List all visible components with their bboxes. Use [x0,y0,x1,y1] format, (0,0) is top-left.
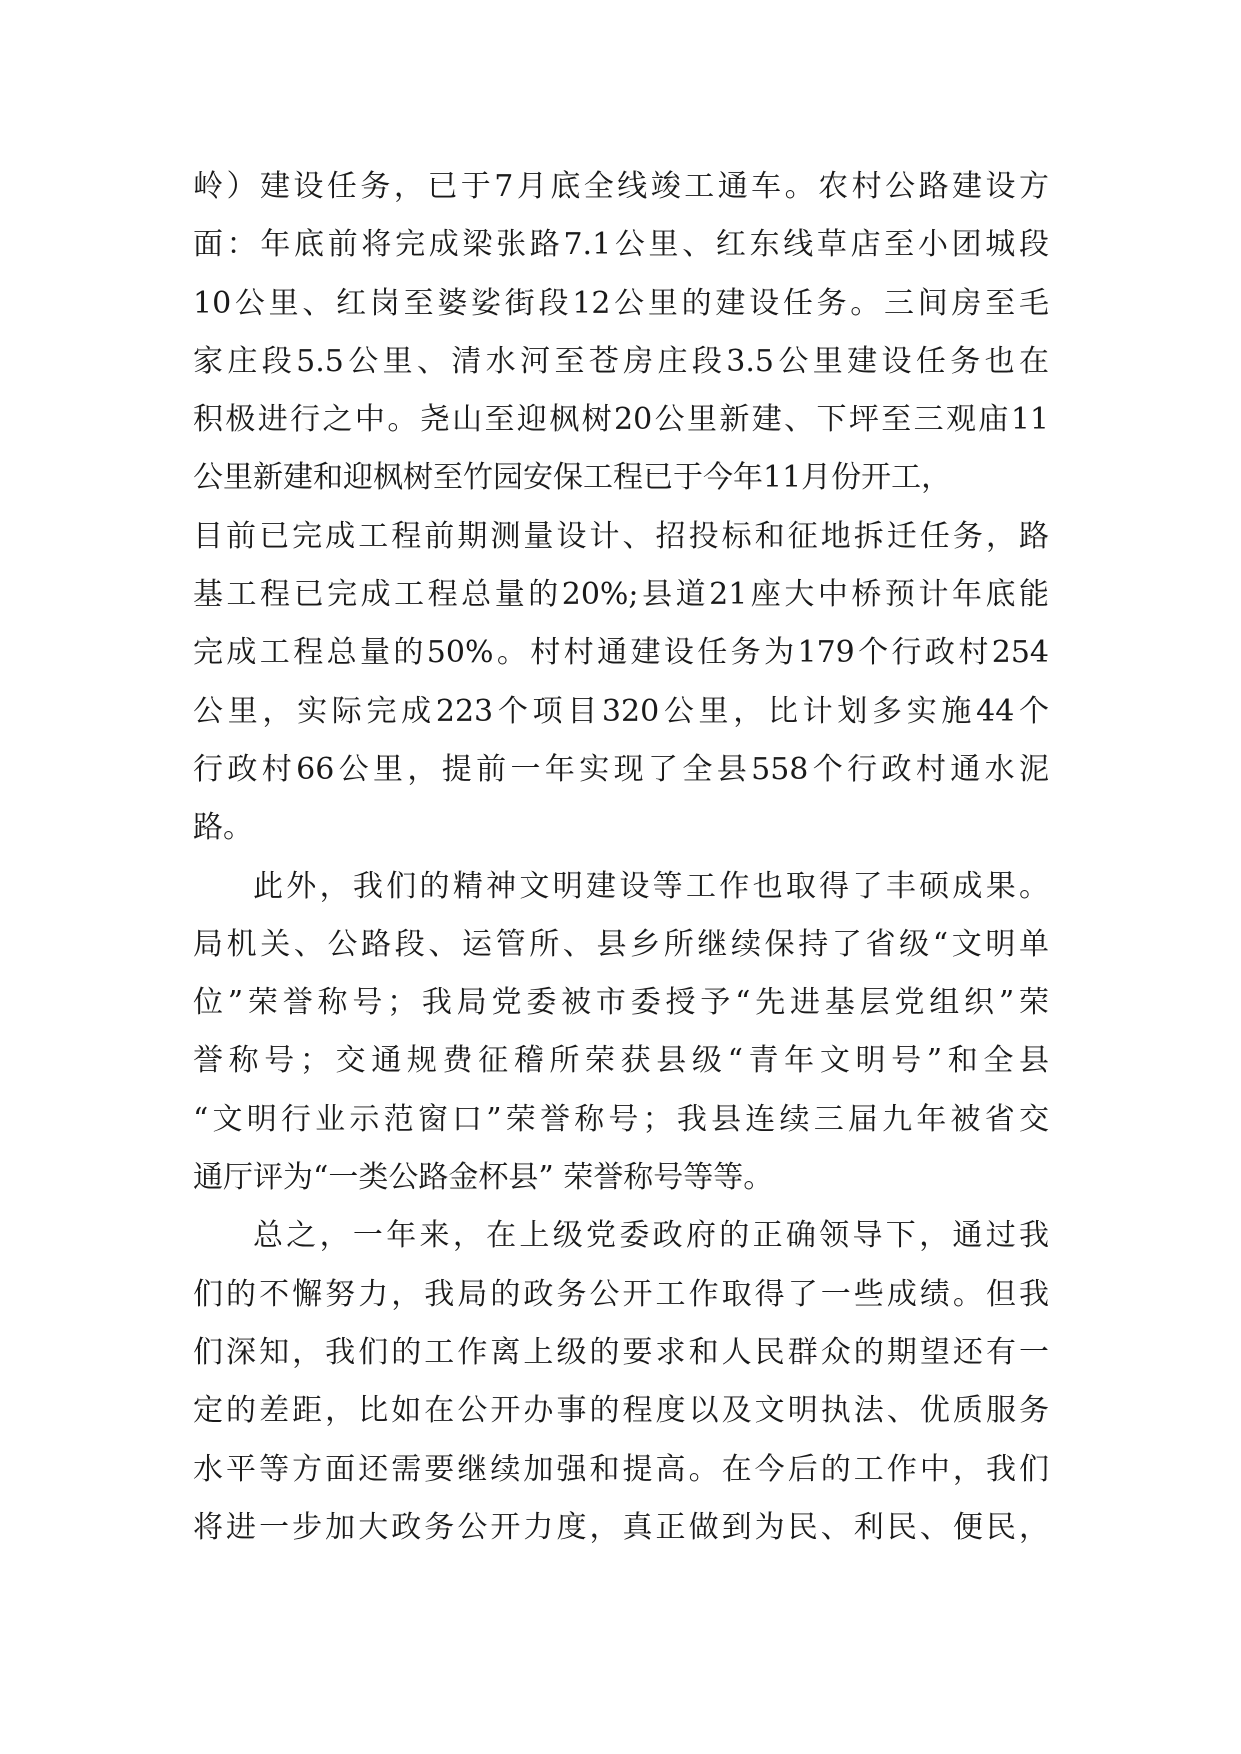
text-line: 总之，一年来，在上级党委政府的正确领导下，通过我 [253,1218,1049,1254]
text-line: 路。 [193,810,253,846]
text-line: 岭）建设任务，已于7月底全线竣工通车。农村公路建设方 [193,169,1049,204]
text-line: 通厅评为“一类公路金杯县” 荣誉称号等等。 [193,1160,774,1196]
text-line: 们的不懈努力，我局的政务公开工作取得了一些成绩。但我 [193,1276,1049,1312]
text-line: 完成工程总量的50%。村村通建设任务为179个行政村254 [193,635,1049,671]
text-line: 积极进行之中。尧山至迎枫树20公里新建、下坪至三观庙11 [193,402,1049,438]
text-line: 公里，实际完成223个项目320公里，比计划多实施44个 [193,693,1049,729]
text-line: 水平等方面还需要继续加强和提高。在今后的工作中，我们 [193,1451,1049,1487]
text-line: 们深知，我们的工作离上级的要求和人民群众的期望还有一 [193,1334,1049,1370]
text-line: 公里新建和迎枫树至竹园安保工程已于今年11月份开工， [193,460,952,496]
text-line: 位”荣誉称号；我局党委被市委授予“先进基层党组织”荣 [193,985,1049,1021]
text-line: 目前已完成工程前期测量设计、招投标和征地拆迁任务，路 [193,518,1049,554]
text-line: 家庄段5.5公里、清水河至苍房庄段3.5公里建设任务也在 [193,343,1049,379]
document-body [193,158,1049,1557]
text-line: 定的差距，比如在公开办事的程度以及文明执法、优质服务 [193,1393,1049,1429]
text-line: 面：年底前将完成梁张路7.1公里、红东线草店至小团城段 [193,227,1049,263]
paragraph-summary [193,1207,1049,1557]
text-line: 将进一步加大政务公开力度，真正做到为民、利民、便民， [193,1509,1049,1545]
paragraph-rural-roads [193,158,1049,858]
text-line: 誉称号；交通规费征稽所荣获县级“青年文明号”和全县 [193,1043,1049,1079]
text-line: 行政村66公里，提前一年实现了全县558个行政村通水泥 [193,751,1049,787]
text-line: “文明行业示范窗口”荣誉称号；我县连续三届九年被省交 [193,1101,1049,1137]
text-line: 10公里、红岗至婆娑街段12公里的建设任务。三间房至毛 [193,285,1049,321]
text-line: 此外，我们的精神文明建设等工作也取得了丰硕成果。 [253,868,1049,904]
paragraph-spiritual-civilization [193,858,1049,1208]
text-line: 基工程已完成工程总量的20%;县道21座大中桥预计年底能 [193,577,1049,613]
text-line: 局机关、公路段、运管所、县乡所继续保持了省级“文明单 [193,926,1049,962]
